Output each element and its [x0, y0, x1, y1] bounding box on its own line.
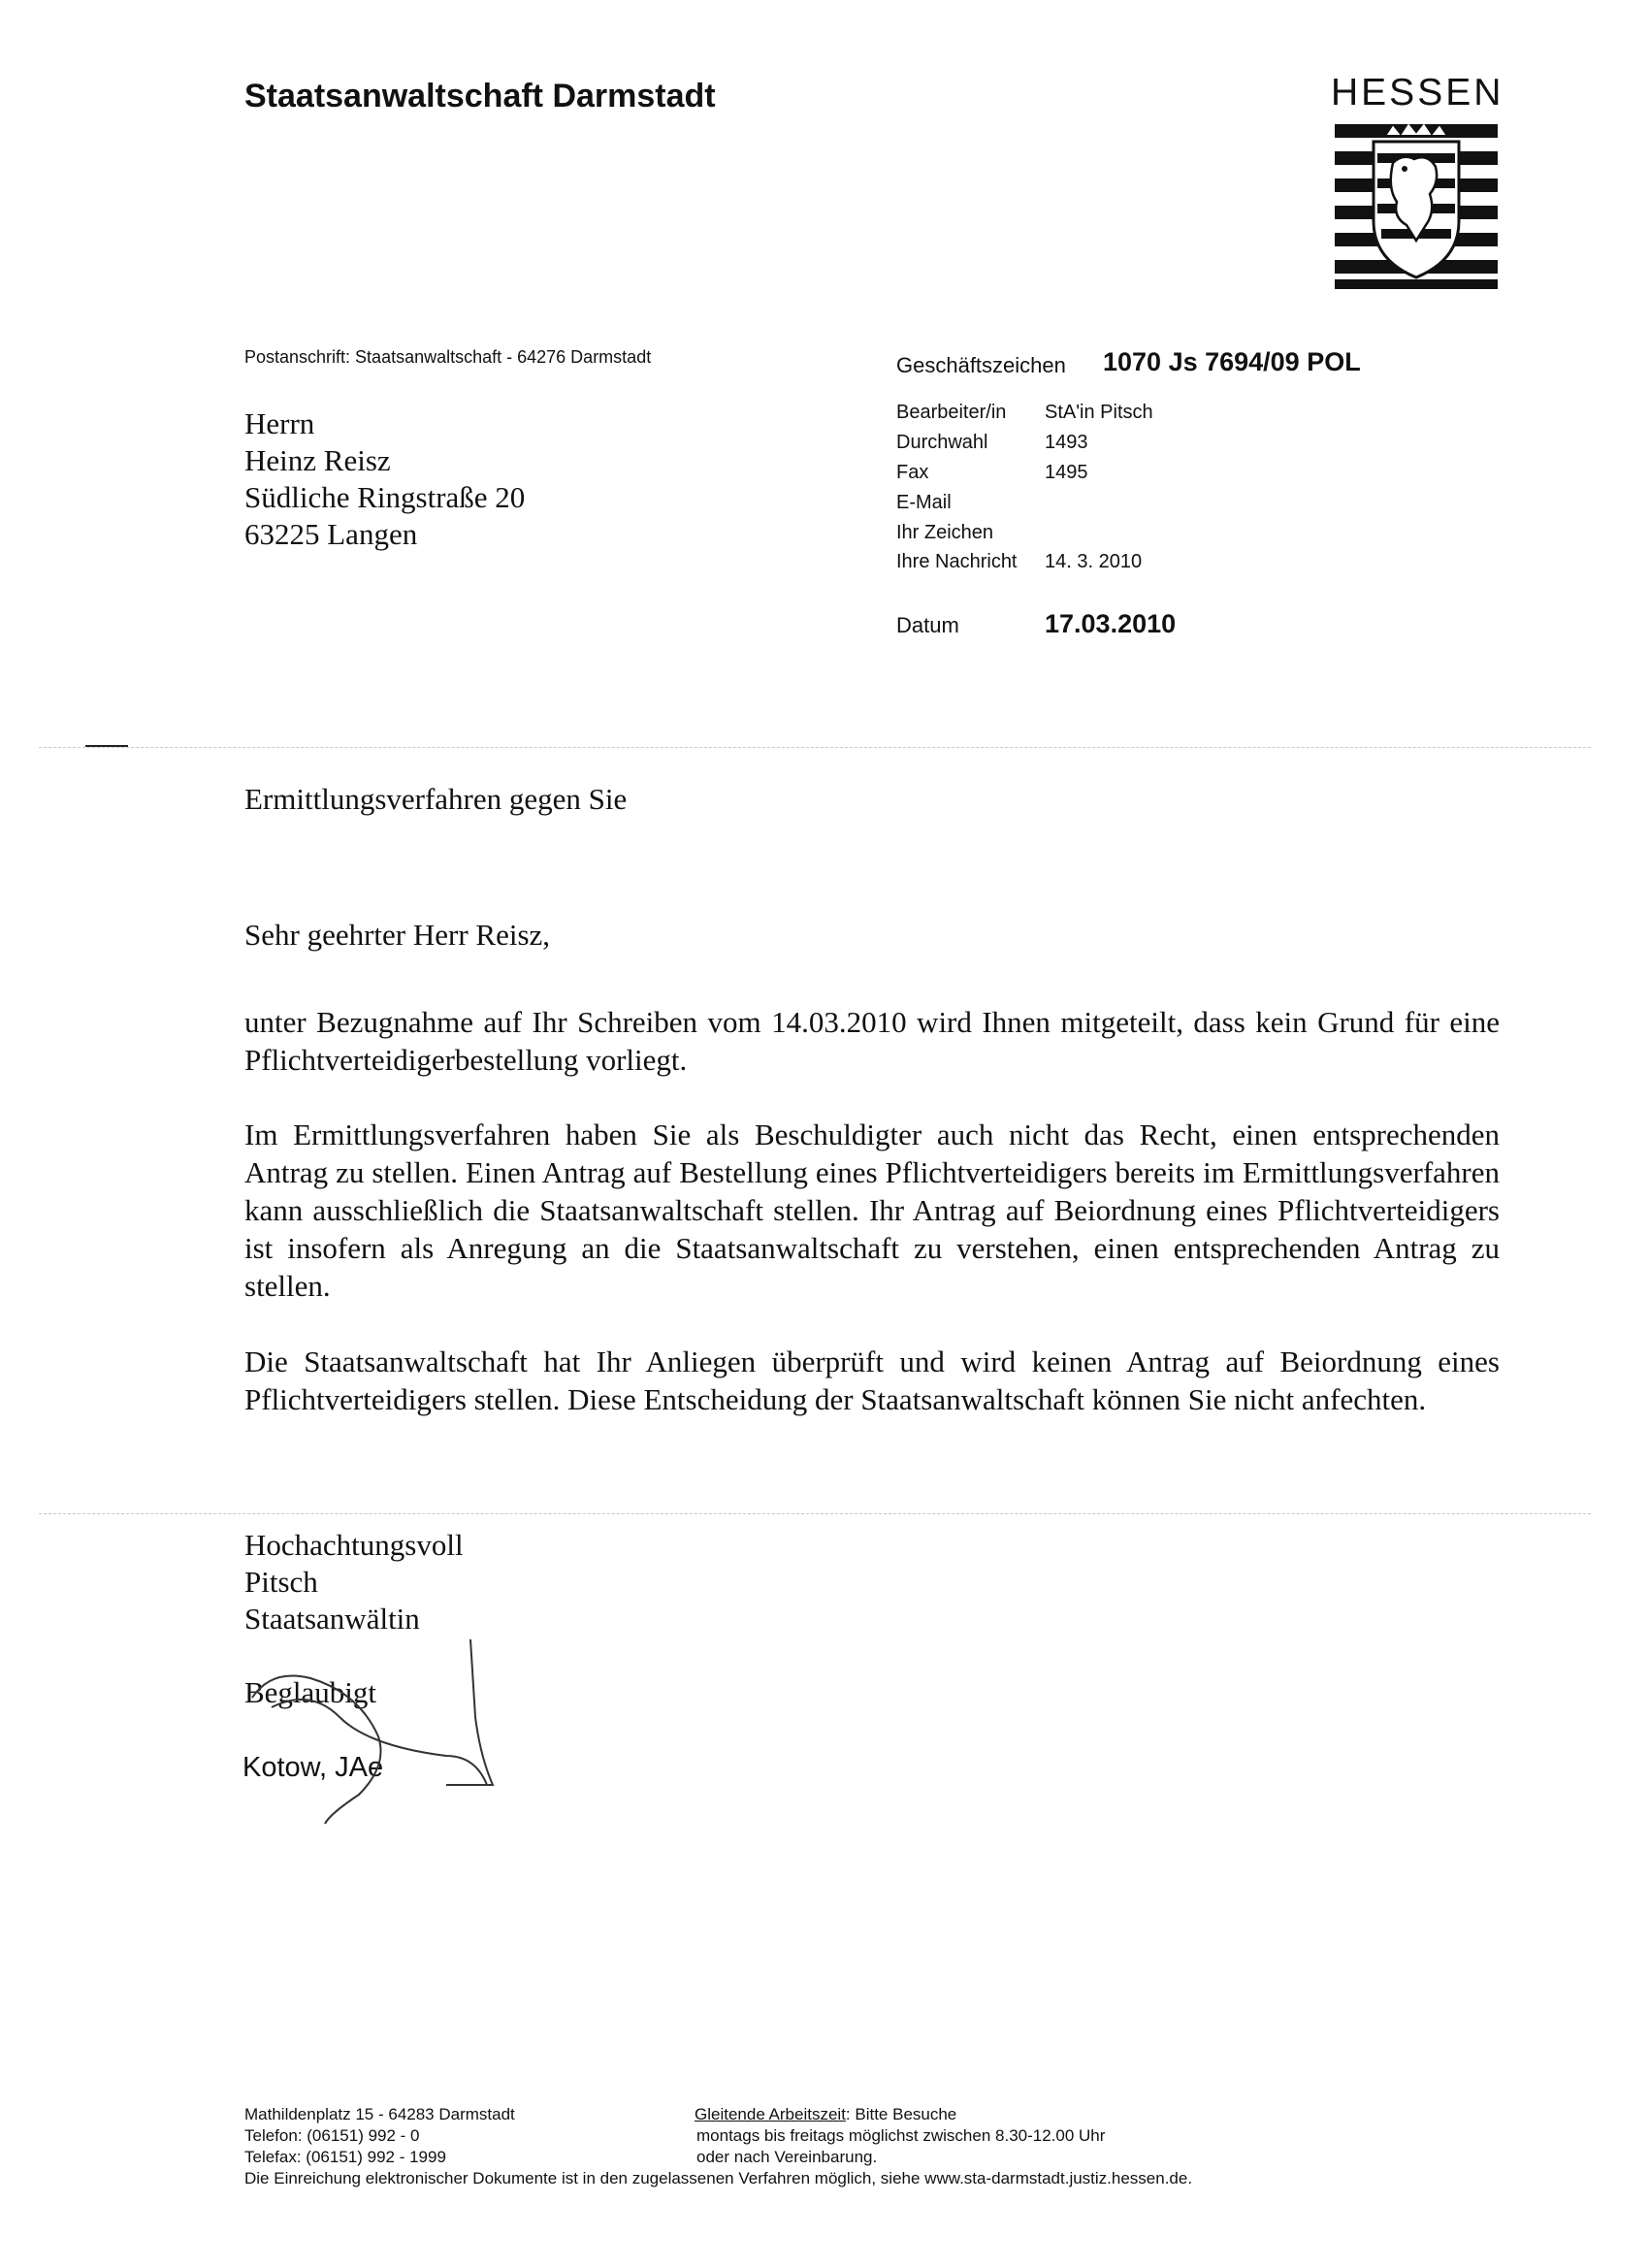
- certifier-name: Kotow, JAe: [242, 1752, 384, 1783]
- reference-number: 1070 Js 7694/09 POL: [1103, 347, 1361, 376]
- recipient-street: Südliche Ringstraße 20: [244, 480, 526, 514]
- body-paragraph-3: Die Staatsanwaltschaft hat Ihr Anliegen überprüft und wird keinen Antrag auf Beiordnung eines Pflichtverteidigers stellen. Diese Entscheidung der Staatsanwaltschaft können Sie nicht anfechten.: [244, 1345, 1500, 1416]
- your-reference-label: Ihr Zeichen: [896, 522, 994, 543]
- footer-fax: Telefax: (06151) 992 - 1999: [244, 2148, 446, 2166]
- authority-name: Staatsanwaltschaft Darmstadt: [244, 78, 716, 114]
- footer-electronic-notice: Die Einreichung elektronischer Dokumente ist in den zugelassenen Verfahren möglich, siehe www.sta-darmstadt.justiz.hessen.de.: [244, 2169, 1193, 2187]
- footer-address: Mathildenplatz 15 - 64283 Darmstadt: [244, 2105, 515, 2123]
- postal-address-line: Postanschrift: Staatsanwaltschaft - 64276 Darmstadt: [244, 347, 652, 367]
- salutation: Sehr geehrter Herr Reisz,: [244, 918, 551, 952]
- hessen-crest-icon: [1335, 124, 1498, 289]
- recipient-city: 63225 Langen: [244, 517, 418, 551]
- date-label: Datum: [896, 613, 959, 637]
- signatory-title: Staatsanwältin: [244, 1602, 420, 1636]
- email-label: E-Mail: [896, 492, 952, 513]
- fold-mark: [85, 745, 128, 747]
- fax-value: 1495: [1045, 462, 1088, 483]
- reference-label: Geschäftszeichen: [896, 353, 1066, 377]
- recipient-salutation-line: Herrn: [244, 406, 315, 440]
- footer-hours-text: : Bitte Besuche: [845, 2105, 957, 2123]
- signature-icon: [233, 1639, 524, 1833]
- footer-hours-label: Gleitende Arbeitszeit: [695, 2105, 846, 2123]
- extension-label: Durchwahl: [896, 432, 988, 453]
- closing-greeting: Hochachtungsvoll: [244, 1528, 464, 1562]
- clerk-label: Bearbeiter/in: [896, 402, 1007, 423]
- signatory-name: Pitsch: [244, 1565, 318, 1599]
- footer-hours-line2: montags bis freitags möglichst zwischen 8.30-12.00 Uhr: [696, 2126, 1106, 2145]
- your-message-date: 14. 3. 2010: [1045, 551, 1143, 572]
- recipient-name: Heinz Reisz: [244, 443, 391, 477]
- fold-line-lower: [39, 1513, 1591, 1514]
- date-value: 17.03.2010: [1045, 609, 1177, 638]
- certification-label: Beglaubigt: [244, 1675, 377, 1709]
- body-paragraph-1: unter Bezugnahme auf Ihr Schreiben vom 14.03.2010 wird Ihnen mitgeteilt, dass kein Grund für eine Pflichtverteidigerbestellung vorliegt.: [244, 1005, 1500, 1077]
- hessen-logo-text: HESSEN: [1331, 72, 1504, 113]
- footer-hours-line3: oder nach Vereinbarung.: [696, 2148, 878, 2166]
- fax-label: Fax: [896, 462, 929, 483]
- fold-line: [39, 747, 1591, 748]
- extension-value: 1493: [1045, 432, 1088, 453]
- body-paragraph-2: Im Ermittlungsverfahren haben Sie als Beschuldigter auch nicht das Recht, einen entsprechenden Antrag zu stellen. Einen Antrag auf Bestellung eines Pflichtverteidigers bereits im Ermittlungsverfahren kann ausschließlich die Staatsanwaltschaft stellen. Ihr Antrag auf Beiordnung eines Pflichtverteidigers ist insofern als Anregung an die Staatsanwaltschaft zu verstehen, einen entsprechenden Antrag zu stellen.: [244, 1118, 1500, 1303]
- footer-phone: Telefon: (06151) 992 - 0: [244, 2126, 420, 2145]
- footer-hours: [695, 2105, 956, 2124]
- subject-line: Ermittlungsverfahren gegen Sie: [244, 782, 628, 816]
- your-message-label: Ihre Nachricht: [896, 551, 1018, 572]
- clerk-value: StA'in Pitsch: [1045, 402, 1153, 423]
